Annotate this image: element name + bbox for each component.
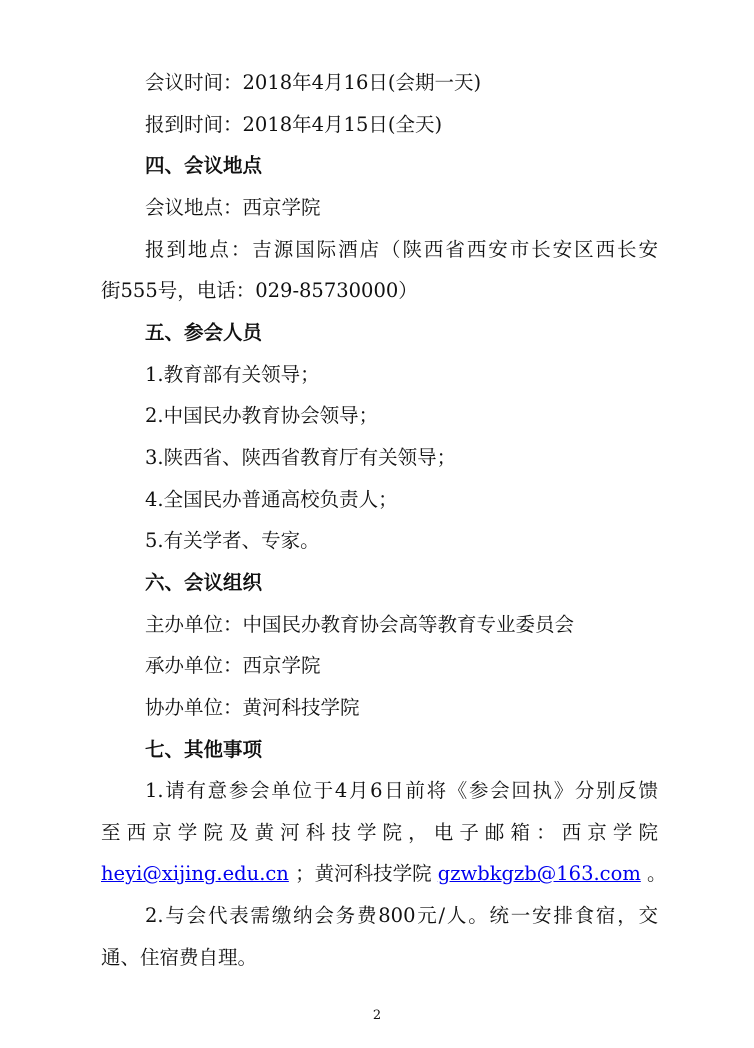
list-item: 4.全国民办普通高校负责人；: [145, 487, 398, 511]
section-heading-organization: 六、会议组织: [145, 570, 263, 594]
email-line-end: 。: [640, 862, 667, 886]
organizer: 承办单位：西京学院: [145, 654, 321, 678]
email-separator: ；黄河科技学院: [288, 862, 438, 886]
checkin-place-line1: 报到地点：吉源国际酒店（陕西省西安市长安区西长安: [145, 237, 658, 261]
list-item: 3.陕西省、陕西省教育厅有关领导；: [145, 445, 457, 469]
co-organizer: 协办单位：黄河科技学院: [145, 695, 360, 719]
host: 主办单位：中国民办教育协会高等教育专业委员会: [145, 612, 575, 636]
other-item1-line2: 至西京学院及黄河科技学院，电子邮箱：西京学院: [101, 820, 658, 844]
list-item: 5.有关学者、专家。: [145, 529, 320, 553]
other-item2-line1: 2.与会代表需缴纳会务费800元/人。统一安排食宿，交: [145, 904, 658, 928]
other-item2-line2: 通、住宿费自理。: [101, 945, 258, 969]
venue: 会议地点：西京学院: [145, 195, 321, 219]
email-line: [101, 853, 667, 895]
section-heading-other: 七、其他事项: [145, 737, 263, 761]
email-link-xijing[interactable]: heyi@xijing.edu.cn: [101, 862, 289, 886]
list-item: 2.中国民办教育协会领导；: [145, 404, 379, 428]
checkin-time: 报到时间：2018年4月15日(全天): [145, 112, 443, 136]
document-body: [101, 62, 667, 978]
email-link-huanghe[interactable]: gzwbkgzb@163.com: [437, 862, 641, 886]
section-heading-attendees: 五、参会人员: [145, 320, 263, 344]
meeting-time: 会议时间：2018年4月16日(会期一天): [145, 71, 482, 94]
checkin-place-line2: 街555号，电话：029-85730000）: [101, 279, 418, 303]
list-item: 1.教育部有关领导；: [145, 362, 320, 386]
other-item1-line1: 1.请有意参会单位于4月6日前将《参会回执》分别反馈: [145, 779, 658, 803]
page-number: 2: [372, 1008, 382, 1023]
section-heading-venue: 四、会议地点: [145, 154, 263, 178]
